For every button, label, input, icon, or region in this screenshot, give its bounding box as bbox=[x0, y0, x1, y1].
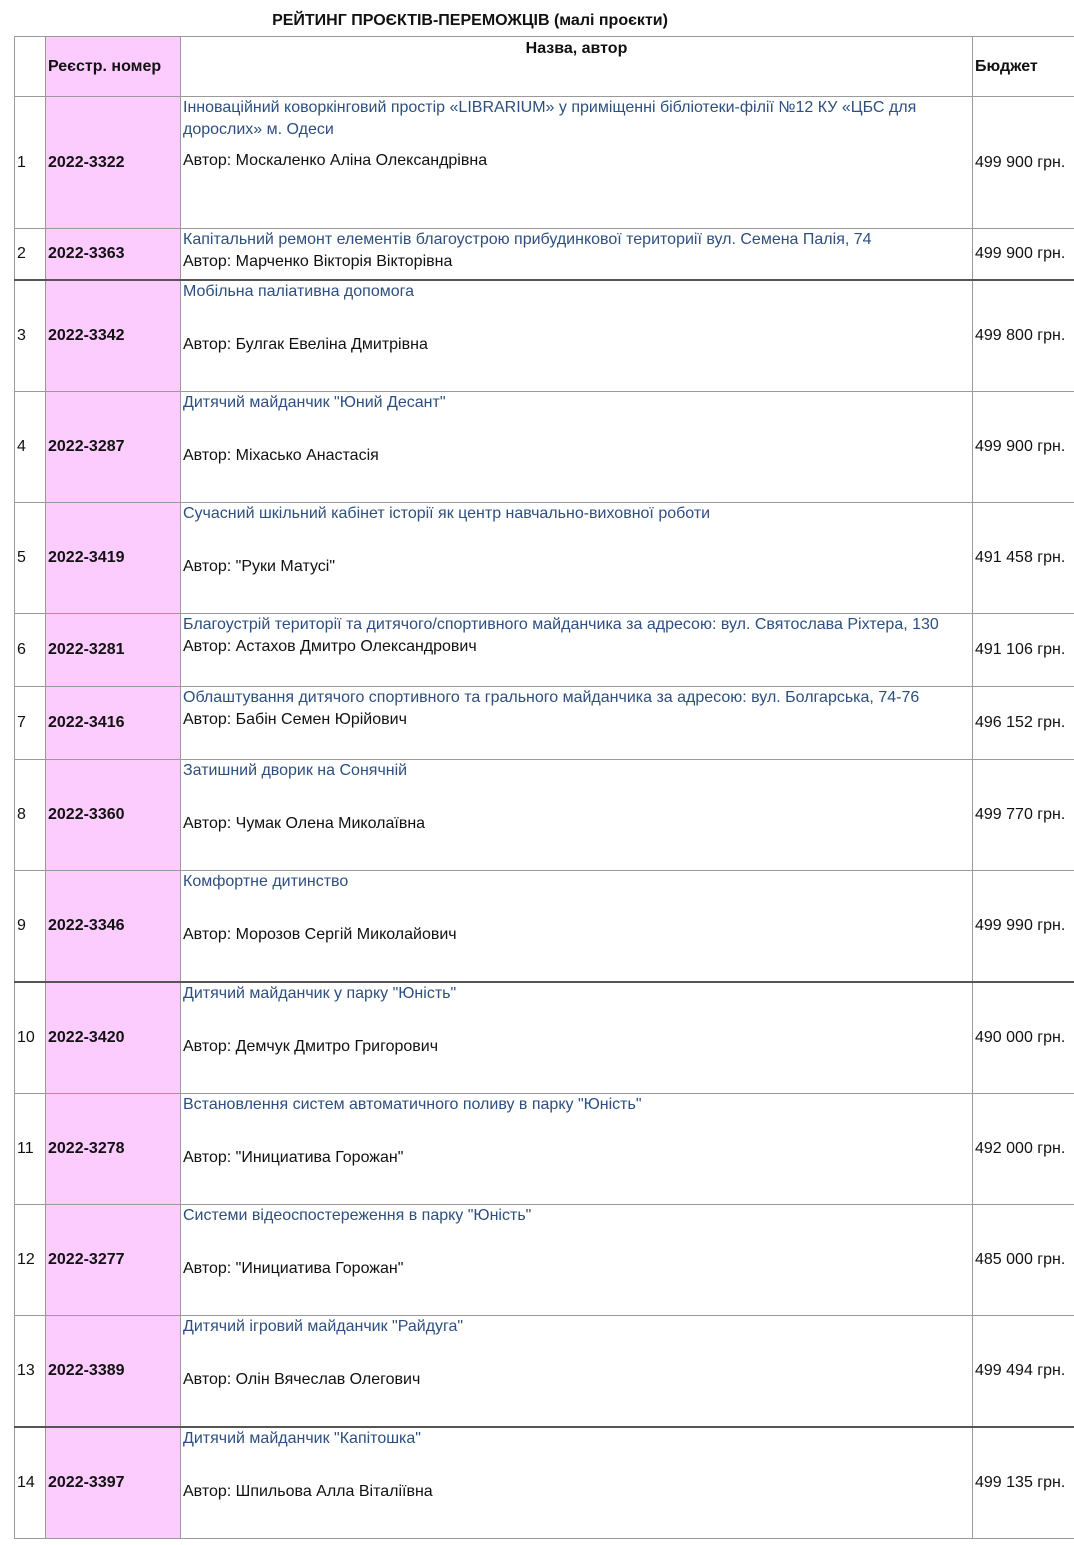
budget-value: 499 770 грн. bbox=[973, 760, 1074, 871]
project-author: Автор: Марченко Вікторія Вікторівна bbox=[183, 253, 453, 270]
reg-number: 2022-3419 bbox=[46, 503, 181, 614]
page-title: РЕЙТИНГ ПРОЄКТІВ-ПЕРЕМОЖЦІВ (малі проєкти) bbox=[272, 12, 668, 29]
row-number: 13 bbox=[15, 1316, 46, 1428]
reg-number: 2022-3397 bbox=[46, 1427, 181, 1539]
header-budget: Бюджет bbox=[973, 37, 1074, 97]
row-number: 7 bbox=[15, 687, 46, 760]
table-row bbox=[15, 1427, 1074, 1539]
reg-number: 2022-3281 bbox=[46, 614, 181, 687]
reg-number: 2022-3322 bbox=[46, 97, 181, 229]
project-cell bbox=[181, 280, 973, 392]
row-number: 5 bbox=[15, 503, 46, 614]
budget-value: 499 135 грн. bbox=[973, 1427, 1074, 1539]
reg-number: 2022-3416 bbox=[46, 687, 181, 760]
table-row bbox=[15, 687, 1074, 760]
project-link[interactable]: Встановлення систем автоматичного поливу в парку "Юність" bbox=[183, 1096, 642, 1113]
row-number: 10 bbox=[15, 982, 46, 1094]
table-header-row bbox=[15, 37, 1074, 97]
project-author: Автор: Москаленко Аліна Олександрівна bbox=[183, 152, 488, 169]
budget-value: 496 152 грн. bbox=[973, 687, 1074, 760]
project-author: Автор: "Инициатива Горожан" bbox=[183, 1260, 404, 1277]
row-number: 4 bbox=[15, 392, 46, 503]
project-cell bbox=[181, 871, 973, 983]
header-name-author: Назва, автор bbox=[181, 37, 973, 97]
reg-number: 2022-3389 bbox=[46, 1316, 181, 1428]
project-author: Автор: "Руки Матусі" bbox=[183, 558, 336, 575]
reg-number: 2022-3277 bbox=[46, 1205, 181, 1316]
budget-value: 492 000 грн. bbox=[973, 1094, 1074, 1205]
budget-value: 499 800 грн. bbox=[973, 280, 1074, 392]
project-author: Автор: Олін Вячеслав Олегович bbox=[183, 1371, 421, 1388]
project-link[interactable]: Дитячий майданчик у парку "Юність" bbox=[183, 985, 457, 1002]
project-link[interactable]: Системи відеоспостереження в парку "Юність" bbox=[183, 1207, 532, 1224]
project-link[interactable]: Капітальний ремонт елементів благоустрою прибудинкової териториії вул. Семена Палія, 74 bbox=[183, 231, 872, 248]
reg-number: 2022-3360 bbox=[46, 760, 181, 871]
project-cell bbox=[181, 229, 973, 281]
table-row bbox=[15, 760, 1074, 871]
budget-value: 491 106 грн. bbox=[973, 614, 1074, 687]
project-cell bbox=[181, 1094, 973, 1205]
row-number: 9 bbox=[15, 871, 46, 983]
budget-value: 499 900 грн. bbox=[973, 392, 1074, 503]
project-link[interactable]: Облаштування дитячого спортивного та грального майданчика за адресою: вул. Болгарська, 74-76 bbox=[183, 689, 920, 706]
budget-value: 490 000 грн. bbox=[973, 982, 1074, 1094]
project-cell bbox=[181, 1205, 973, 1316]
project-author: Автор: "Инициатива Горожан" bbox=[183, 1149, 404, 1166]
table-row bbox=[15, 1094, 1074, 1205]
project-link[interactable]: Дитячий майданчик "Капітошка" bbox=[183, 1430, 421, 1447]
project-cell bbox=[181, 503, 973, 614]
table-row bbox=[15, 871, 1074, 983]
project-link[interactable]: Комфортне дитинство bbox=[183, 873, 349, 890]
table-row bbox=[15, 229, 1074, 281]
project-link[interactable]: Сучасний шкільний кабінет історії як центр навчально-виховної роботи bbox=[183, 505, 711, 522]
project-cell bbox=[181, 1316, 973, 1428]
project-author: Автор: Міхасько Анастасія bbox=[183, 447, 379, 464]
row-number: 3 bbox=[15, 280, 46, 392]
budget-value: 499 990 грн. bbox=[973, 871, 1074, 983]
budget-value: 499 900 грн. bbox=[973, 97, 1074, 229]
project-link[interactable]: Мобільна паліативна допомога bbox=[183, 283, 414, 300]
project-cell bbox=[181, 982, 973, 1094]
row-number: 6 bbox=[15, 614, 46, 687]
row-number: 14 bbox=[15, 1427, 46, 1539]
budget-value: 499 494 грн. bbox=[973, 1316, 1074, 1428]
project-author: Автор: Астахов Дмитро Олександрович bbox=[183, 638, 477, 655]
reg-number: 2022-3346 bbox=[46, 871, 181, 983]
project-author: Автор: Булгак Евеліна Дмитрівна bbox=[183, 336, 428, 353]
budget-value: 491 458 грн. bbox=[973, 503, 1074, 614]
table-row bbox=[15, 280, 1074, 392]
project-cell bbox=[181, 687, 973, 760]
header-reg-number: Реєстр. номер bbox=[46, 37, 181, 97]
reg-number: 2022-3278 bbox=[46, 1094, 181, 1205]
row-number: 11 bbox=[15, 1094, 46, 1205]
table-row bbox=[15, 503, 1074, 614]
table-row bbox=[15, 97, 1074, 229]
project-link[interactable]: Дитячий ігровий майданчик "Райдуга" bbox=[183, 1318, 464, 1335]
row-number: 1 bbox=[15, 97, 46, 229]
header-number bbox=[15, 37, 46, 97]
project-link[interactable]: Інноваційний коворкінговий простір «LIBRARIUM» у приміщенні бібліотеки-філії №12 КУ «ЦБС для дорослих» м. Одеси bbox=[183, 99, 917, 138]
project-link[interactable]: Дитячий майданчик "Юний Десант" bbox=[183, 394, 446, 411]
row-number: 2 bbox=[15, 229, 46, 281]
project-cell bbox=[181, 760, 973, 871]
project-author: Автор: Демчук Дмитро Григорович bbox=[183, 1038, 439, 1055]
project-cell bbox=[181, 614, 973, 687]
project-author: Автор: Чумак Олена Миколаївна bbox=[183, 815, 426, 832]
project-cell bbox=[181, 1427, 973, 1539]
reg-number: 2022-3420 bbox=[46, 982, 181, 1094]
project-author: Автор: Шпильова Алла Віталіївна bbox=[183, 1483, 433, 1500]
table-row bbox=[15, 982, 1074, 1094]
row-number: 8 bbox=[15, 760, 46, 871]
project-link[interactable]: Затишний дворик на Сонячній bbox=[183, 762, 408, 779]
table-row bbox=[15, 1205, 1074, 1316]
reg-number: 2022-3342 bbox=[46, 280, 181, 392]
project-cell bbox=[181, 97, 973, 229]
project-link[interactable]: Благоустрій території та дитячого/спортивного майданчика за адресою: вул. Святослава Ріхтера, 130 bbox=[183, 616, 939, 633]
budget-value: 485 000 грн. bbox=[973, 1205, 1074, 1316]
budget-value: 499 900 грн. bbox=[973, 229, 1074, 281]
ranking-table bbox=[14, 36, 1074, 1539]
row-number: 12 bbox=[15, 1205, 46, 1316]
reg-number: 2022-3287 bbox=[46, 392, 181, 503]
reg-number: 2022-3363 bbox=[46, 229, 181, 281]
table-row bbox=[15, 392, 1074, 503]
table-row bbox=[15, 1316, 1074, 1428]
project-author: Автор: Морозов Сергій Миколайович bbox=[183, 926, 457, 943]
project-cell bbox=[181, 392, 973, 503]
project-author: Автор: Бабін Семен Юрійович bbox=[183, 711, 407, 728]
table-row bbox=[15, 614, 1074, 687]
